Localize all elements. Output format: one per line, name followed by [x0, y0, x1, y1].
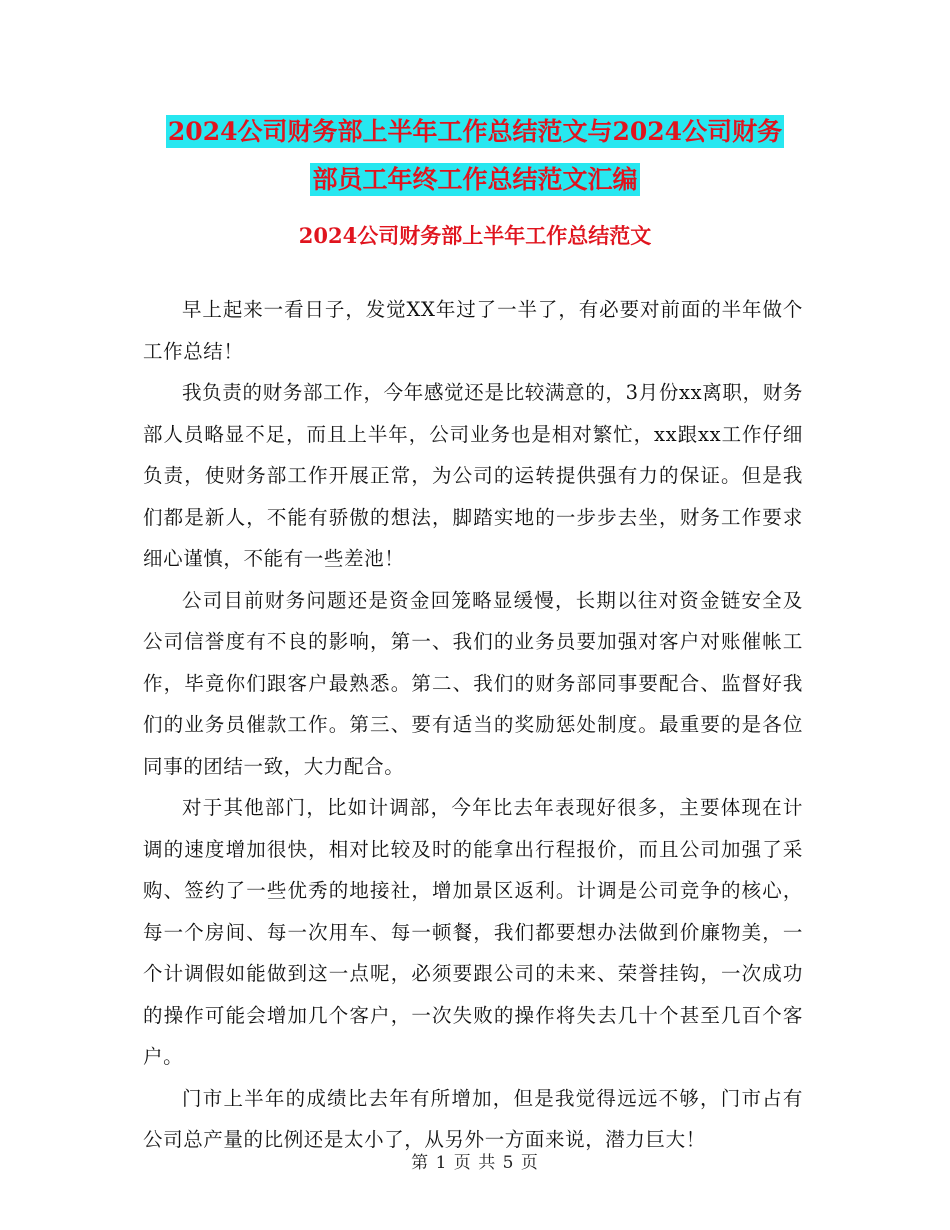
document-title-line-1: 2024公司财务部上半年工作总结范文与2024公司财务: [167, 117, 783, 146]
document-title-line-2: 部员工年终工作总结范文汇编: [312, 165, 638, 194]
paragraph: 门市上半年的成绩比去年有所增加，但是我觉得远远不够，门市占有公司总产量的比例还是太小了，从另外一方面来说，潜力巨大！: [143, 1086, 803, 1151]
document-title: [140, 108, 810, 204]
page-footer: 第 1 页 共 5 页: [411, 1153, 539, 1173]
paragraph: 早上起来一看日子，发觉XX年过了一半了，有必要对前面的半年做个工作总结！: [143, 298, 803, 363]
paragraph: 公司目前财务问题还是资金回笼略显缓慢，长期以往对资金链安全及公司信誉度有不良的影响，第一、我们的业务员要加强对客户对账催帐工作，毕竟你们跟客户最熟悉。第二、我们的财务部同事要配合、监督好我们的业务员催款工作。第三、要有适当的奖励惩处制度。最重要的是各位同事的团结一致，大力配合。: [143, 588, 803, 778]
section-title: 2024公司财务部上半年工作总结范文: [298, 223, 652, 248]
paragraph: 我负责的财务部工作，今年感觉还是比较满意的，3月份xx离职，财务部人员略显不足，而且上半年，公司业务也是相对繁忙，xx跟xx工作仔细负责，使财务部工作开展正常，为公司的运转提供强有力的保证。但是我们都是新人，不能有骄傲的想法，脚踏实地的一步步去坐，财务工作要求细心谨慎，不能有一些差池！: [143, 381, 803, 570]
paragraph: 对于其他部门，比如计调部，今年比去年表现好很多，主要体现在计调的速度增加很快，相对比较及时的能拿出行程报价，而且公司加强了采购、签约了一些优秀的地接社，增加景区返利。计调是公司竞争的核心，每一个房间、每一次用车、每一顿餐，我们都要想办法做到价廉物美，一个计调假如能做到这一点呢，必须要跟公司的未来、荣誉挂钩，一次成功的操作可能会增加几个客户，一次失败的操作将失去几十个甚至几百个客户。: [143, 796, 803, 1068]
document-body: [143, 289, 803, 1161]
